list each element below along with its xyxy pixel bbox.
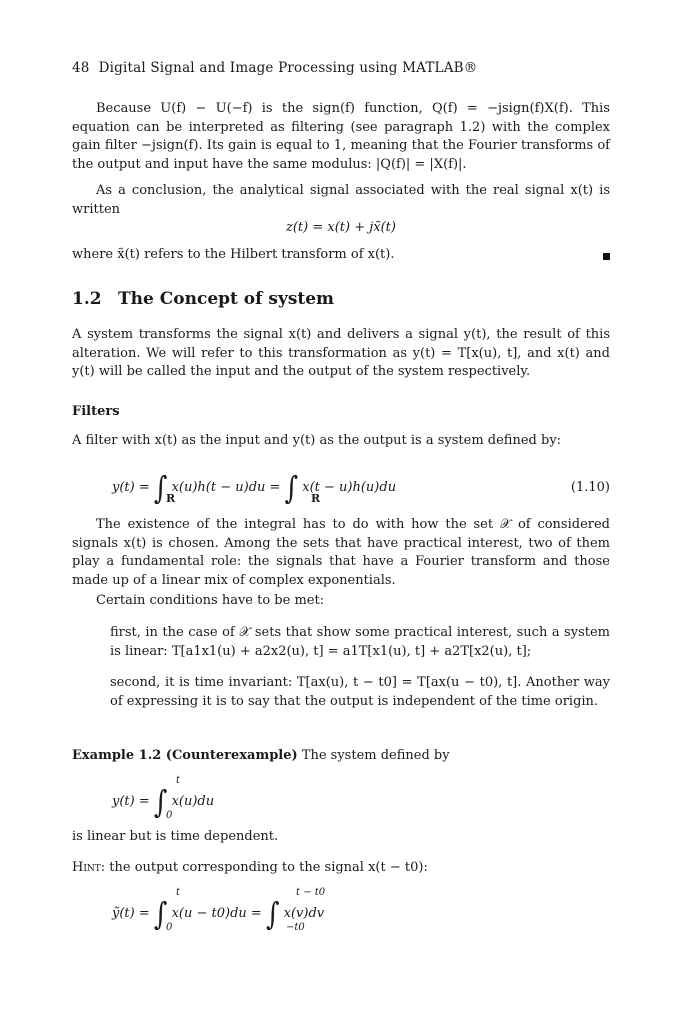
eq-filter-int2: x(t − u)h(u)du <box>302 480 397 495</box>
paragraph-time-dependent: is linear but is time dependent. <box>72 829 279 844</box>
eq-filter-int1: x(u)h(t − u)du = <box>171 480 281 495</box>
paragraph-integral-existence: The existence of the integral has to do with how the set 𝒳 of considered signals x(t) is chosen. Among the sets that have practical interest, two of them play a fundamental role: the signals that have a Fourier transform and those made up of a linear mix of complex exponentials. <box>72 517 610 588</box>
example-label: Example 1.2 (Counterexample) <box>72 748 298 763</box>
integral-lower-limit: 0 <box>166 810 173 821</box>
running-title: Digital Signal and Image Processing using MATLAB® <box>98 60 478 76</box>
example-line <box>72 748 450 763</box>
integral-domain-2: R <box>311 492 321 505</box>
section-title: The Concept of system <box>118 289 335 309</box>
integral-domain-1: R <box>166 492 176 505</box>
integral-upper-limit-4: t <box>176 887 181 898</box>
equation-analytic-signal: z(t) = x(t) + jx̃(t) <box>286 220 396 235</box>
eq-ex-body: x(u)du <box>171 794 215 809</box>
paragraph-system: A system transforms the signal x(t) and delivers a signal y(t), the result of this alteration. We will refer to this transformation as y(t) = T[x(u), t], and x(t) and y(t) will be called the input and the output of the system respectively. <box>72 327 610 379</box>
integral-sign-5: ∫ <box>265 897 280 933</box>
integral-sign-3: ∫ <box>153 785 168 821</box>
condition-time-invariant: second, it is time invariant: T[ax(u), t − t0] = T[ax(u − t0), t]. Another way of expressing it is to say that the output is independent of the time origin. <box>110 675 610 709</box>
integral-upper-limit-5: t − t0 <box>296 887 326 898</box>
eq-ex-lhs: y(t) = <box>112 794 150 809</box>
integral-sign-4: ∫ <box>153 897 168 933</box>
section-number: 1.2 <box>72 289 102 309</box>
integral-upper-limit: t <box>176 775 181 786</box>
example-text: The system defined by <box>301 748 450 763</box>
paragraph-hilbert: where x̃(t) refers to the Hilbert transform of x(t). <box>72 247 395 262</box>
filters-heading: Filters <box>72 404 120 419</box>
paragraph-filter-definition: A filter with x(t) as the input and y(t) as the output is a system defined by: <box>72 433 562 448</box>
eq-hint-lhs: ỹ(t) = <box>112 906 150 921</box>
paragraph-conclusion: As a conclusion, the analytical signal associated with the real signal x(t) is written <box>72 183 610 217</box>
end-of-proof-square <box>603 253 610 260</box>
hint-text: the output corresponding to the signal x(t − t0): <box>109 860 428 875</box>
eq-hint-rhs: x(v)dv <box>283 906 325 921</box>
hint-label: Hint: <box>72 860 106 875</box>
equation-convolution <box>112 471 397 507</box>
condition-linear: first, in the case of 𝒳 sets that show some practical interest, such a system is linear: T[a1x1(u) + a2x2(u), t] = a1T[x1(u), t] + a2T[x2(u), t]; <box>110 625 610 659</box>
integral-sign-1: ∫ <box>153 471 168 507</box>
eq-filter-lhs: y(t) = <box>112 480 150 495</box>
integral-lower-limit-5: −t0 <box>286 922 305 933</box>
integral-lower-limit-4: 0 <box>166 922 173 933</box>
hint-line <box>72 860 428 875</box>
paragraph-conditions: Certain conditions have to be met: <box>96 593 325 608</box>
equation-number: (1.10) <box>570 480 610 495</box>
equation-counterexample <box>112 785 215 821</box>
eq-hint-mid: x(u − t0)du = <box>171 906 262 921</box>
paragraph-filtering: Because U(f) − U(−f) is the sign(f) function, Q(f) = −jsign(f)X(f). This equation can be interpreted as filtering (see paragraph 1.2) with the complex gain filter −jsign(f). Its gain is equal to 1, meaning that the Fourier transforms of the output and input have the same modulus: |Q(f)| = |X(f)|. <box>72 101 610 172</box>
running-header <box>72 60 477 76</box>
page-number: 48 <box>72 60 90 76</box>
section-heading <box>72 289 334 309</box>
integral-sign-2: ∫ <box>284 471 299 507</box>
